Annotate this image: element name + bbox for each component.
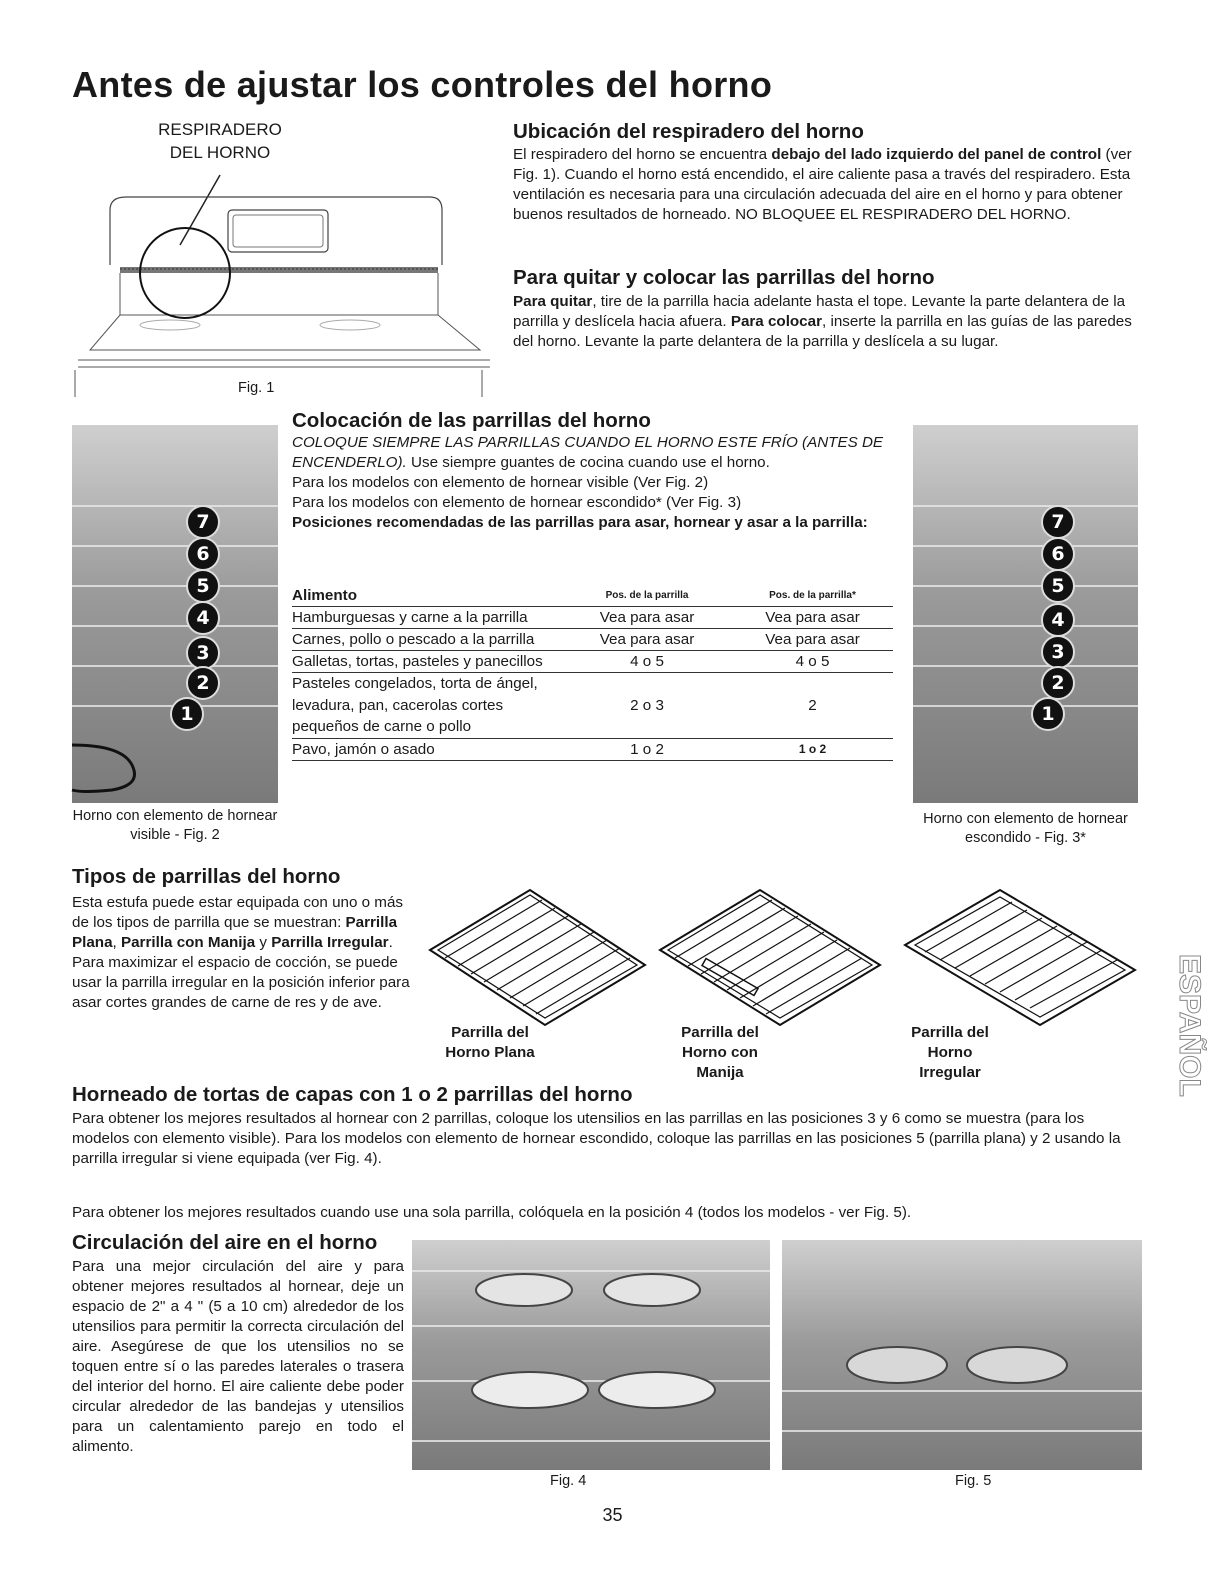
- position-4-icon: 4: [186, 601, 220, 635]
- vent-label-line2: DEL HORNO: [169, 143, 271, 162]
- layer-cake-heading: Horneado de tortas de capas con 1 o 2 parrillas del horno: [72, 1083, 633, 1106]
- position-cell: 1 o 2: [630, 740, 664, 758]
- table-row: [292, 607, 893, 629]
- single-rack-text: Para obtener los mejores resultados cuando use una sola parrilla, colóquela en la posición 4 (todos los modelos - ver Fig. 5).: [72, 1204, 912, 1221]
- fig2-caption: Horno con elemento de hornear visible - Fig. 2: [72, 808, 278, 843]
- position-5-icon: 5: [186, 569, 220, 603]
- air-circulation-text: Para una mejor circulación del aire y para obtener mejores resultados al hornear, deje un espacio de 2" a 4 " (5 a 10 cm) alrededor de los utensilios para permitir la correcta circulación del aire. Asegúrese de que los utensilios no se toquen entre sí o las paredes laterales o trasera del interior del horno. El aire caliente debe poder circular alrededor de las bandejas y utensilios para un calentamiento parejo en todo el alimento.: [72, 1258, 404, 1455]
- food-cell: Pavo, jamón o asado: [292, 740, 435, 758]
- range-vent-illustration: [70, 165, 490, 400]
- bake-element-icon: [72, 735, 278, 803]
- position-cell: 4 o 5: [795, 653, 830, 670]
- fig4-caption: Fig. 4: [550, 1473, 587, 1489]
- position-2-icon: 2: [1041, 666, 1075, 700]
- fig3-caption: Horno con elemento de hornear escondido - Fig. 3*: [923, 811, 1128, 846]
- position-cell: Vea para asar: [765, 609, 860, 626]
- handle-rack-icon: [650, 885, 890, 1030]
- position-3-icon: 3: [186, 636, 220, 670]
- position-3-icon: 3: [1041, 635, 1075, 669]
- position-cell: 4 o 5: [630, 653, 664, 670]
- position-1-icon: 1: [170, 697, 204, 731]
- position-cell: 2 o 3: [630, 696, 664, 714]
- fig1-caption: Fig. 1: [238, 380, 275, 396]
- position-6-icon: 6: [1041, 537, 1075, 571]
- language-side-tab: [1152, 950, 1206, 1100]
- layer-cake-text: Para obtener los mejores resultados al hornear con 2 parrillas, coloque los utensilios en las parrillas en las posiciones 3 y 6 como se muestra (para los modelos con elemento visible). Para los modelos con elemento de hornear escondido, coloque las parrillas en las posiciones 5 (parrilla plana) y 2 usando la parrilla irregular si viene equipada (ver Fig. 4).: [72, 1110, 1121, 1167]
- rack-types-heading: Tipos de parrillas del horno: [72, 865, 341, 888]
- position-cell: 2: [808, 696, 817, 714]
- offset-rack-icon: [895, 885, 1145, 1030]
- cake-pans-icon: [412, 1240, 770, 1470]
- food-cell: Carnes, pollo o pescado a la parrilla: [292, 631, 535, 648]
- cake-pans-icon: [782, 1240, 1142, 1470]
- side-tab-label: ESPAÑOL: [1173, 954, 1206, 1097]
- page-title: Antes de ajustar los controles del horno: [72, 64, 773, 105]
- offset-rack-label: Parrilla del Horno Irregular: [911, 1024, 989, 1081]
- header-food: Alimento: [292, 587, 357, 604]
- position-7-icon: 7: [186, 505, 220, 539]
- fig5-caption: Fig. 5: [955, 1473, 992, 1489]
- table-header-row: [292, 585, 893, 607]
- vent-label: [150, 118, 290, 164]
- remove-text: Para quitar, tire de la parrilla hacia adelante hasta el tope. Levante la parte delantera de la parrilla y deslícela hacia afuera. Para colocar, inserte la parrilla en las guías de las paredes del horno. Levante la parte delantera de la parrilla y deslícela a su lugar.: [513, 293, 1132, 350]
- header-position: Pos. de la parrilla: [605, 590, 689, 601]
- vent-heading: Ubicación del respiradero del horno: [513, 120, 864, 143]
- fig3-oven-photo: [913, 425, 1138, 803]
- flat-rack-label: Parrilla del Horno Plana: [445, 1024, 535, 1061]
- fig5-oven-photo: [782, 1240, 1142, 1470]
- position-2-icon: 2: [186, 666, 220, 700]
- position-1-icon: 1: [1031, 697, 1065, 731]
- flat-rack-icon: [420, 885, 655, 1030]
- food-cell: Galletas, tortas, pasteles y panecillos: [292, 653, 543, 670]
- table-row: [292, 651, 893, 673]
- position-4-icon: 4: [1041, 603, 1075, 637]
- handle-rack-label: Parrilla del Horno con Manija: [681, 1024, 759, 1081]
- vent-label-line1: RESPIRADERO: [158, 120, 282, 139]
- position-cell: Vea para asar: [599, 631, 695, 648]
- rack-position-table: [292, 585, 893, 761]
- fig2-oven-photo: [72, 425, 278, 803]
- position-6-icon: 6: [186, 537, 220, 571]
- position-cell: Vea para asar: [765, 631, 860, 648]
- position-7-icon: 7: [1041, 505, 1075, 539]
- position-5-icon: 5: [1041, 569, 1075, 603]
- position-cell: Vea para asar: [599, 609, 695, 626]
- table-row: [292, 629, 893, 651]
- remove-heading: Para quitar y colocar las parrillas del horno: [513, 266, 935, 289]
- position-cell: 1 o 2: [798, 741, 827, 756]
- food-cell: Pasteles congelados, torta de ángel, levadura, pan, cacerolas cortes pequeños de carne o pollo: [292, 675, 538, 735]
- table-row: [292, 673, 893, 739]
- placement-heading: Colocación de las parrillas del horno: [292, 409, 651, 432]
- fig4-oven-photo: [412, 1240, 770, 1470]
- page-number: 35: [602, 1505, 623, 1525]
- header-position-hidden: Pos. de la parrilla*: [769, 590, 856, 601]
- air-circulation-heading: Circulación del aire en el horno: [72, 1231, 378, 1254]
- rack-types-text: Esta estufa puede estar equipada con uno o más de los tipos de parrilla que se muestran: Parrilla Plana, Parrilla con Manija y Parrilla Irregular. Para maximizar el espacio de cocción, se puede usar la parrilla irregular en la posición inferior para asar cortes grandes de carne de res y de ave.: [72, 894, 410, 1011]
- vent-text: El respiradero del horno se encuentra debajo del lado izquierdo del panel de control (ver Fig. 1). Cuando el horno está encendido, el aire caliente pasa a través del respiradero. Esta ventilación es necesaria para una circulación adecuada del aire en el horno y para obtener buenos resultados de horneado. NO BLOQUEE EL RESPIRADERO DEL HORNO.: [513, 146, 1132, 223]
- language-tab-text: [1152, 950, 1206, 1100]
- food-cell: Hamburguesas y carne a la parrilla: [292, 609, 528, 626]
- table-row: [292, 738, 893, 760]
- placement-text: COLOQUE SIEMPRE LAS PARRILLAS CUANDO EL HORNO ESTE FRÍO (ANTES DE ENCENDERLO). Use siempre guantes de cocina cuando use el horno. Para los modelos con elemento de hornear visible (Ver Fig. 2) Para los modelos con elemento de hornear escondido* (Ver Fig. 3) Posiciones recomendadas de las parrillas para asar, hornear y asar a la parrilla:: [292, 434, 884, 531]
